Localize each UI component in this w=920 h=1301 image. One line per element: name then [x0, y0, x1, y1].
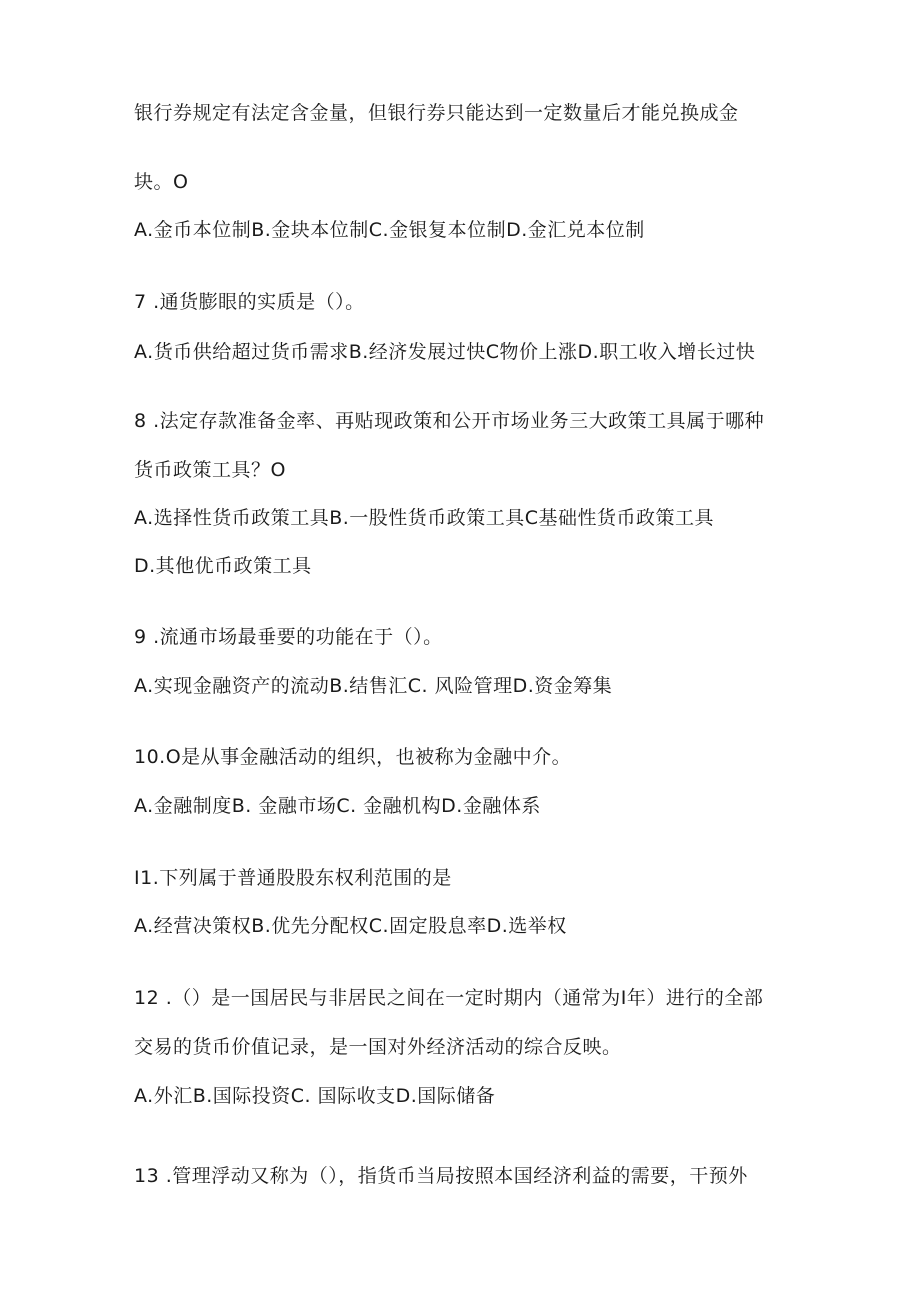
question-12-options: A.外汇B.国际投资C. 国际收支D.国际储备: [134, 1085, 496, 1107]
question-10-stem: 10.O是从事金融活动的组织，也被称为金融中介。: [134, 746, 572, 768]
question-9-options: A.实现金融资产的流动B.结售汇C. 风险管理D.资金筹集: [134, 675, 613, 697]
question-10-options: A.金融制度B. 金融市场C. 金融机构D.金融体系: [134, 795, 541, 817]
question-8-stem-line-2: 货币政策工具？O: [134, 459, 286, 481]
question-7-stem: 7 .通货膨眼的实质是（）。: [134, 291, 365, 313]
question-8-options-line-2: D.其他优币政策工具: [134, 555, 312, 577]
question-8-options-line-1: A.选择性货币政策工具B.一股性货币政策工具C基础性货币政策工具: [134, 507, 715, 529]
question-12-stem-line-1: 12 .（）是一国居民与非居民之间在一定时期内（通常为I年）进行的全部: [134, 987, 764, 1009]
question-8-stem-line-1: 8 .法定存款准备金率、再贴现政策和公开市场业务三大政策工具属于哪种: [134, 410, 765, 432]
question-7-options: A.货币供给超过货币需求B.经济发展过快C物价上涨D.职工收入增长过快: [134, 341, 756, 363]
text-line-1: 银行券规定有法定含金量，但银行券只能达到一定数量后才能兑换成金: [134, 102, 739, 124]
question-11-stem: I1.下列属于普通股股东权利范围的是: [134, 867, 452, 889]
text-line-2: 块。O: [134, 171, 189, 193]
question-11-options: A.经营决策权B.优先分配权C.固定股息率D.选举权: [134, 915, 567, 937]
question-9-stem: 9 .流通市场最垂要的功能在于（）。: [134, 626, 443, 648]
question-6-options: A.金币本位制B.金块本位制C.金银复本位制D.金汇兑本位制: [134, 219, 645, 241]
question-12-stem-line-2: 交易的货币价值记录，是一国对外经济活动的综合反映。: [134, 1036, 622, 1058]
question-13-stem: 13 .管理浮动又称为（），指货币当局按照本国经济利益的需要，干预外: [134, 1165, 748, 1187]
